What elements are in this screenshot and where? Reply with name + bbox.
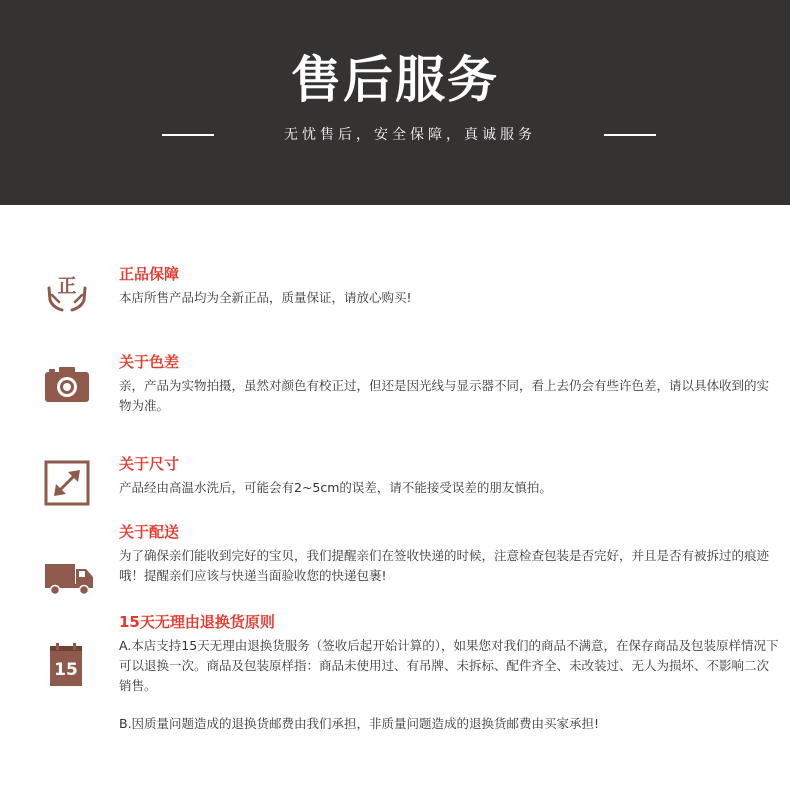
divider-left <box>162 134 214 136</box>
subtitle-row <box>0 124 790 146</box>
section-title: 关于色差 <box>119 353 180 371</box>
section-body <box>119 546 779 586</box>
page-subtitle: 无忧售后，安全保障，真诚服务 <box>284 127 536 143</box>
section-paragraph: B.因质量问题造成的退换货邮费由我们承担，非质量问题造成的退换货邮费由买家承担! <box>119 716 600 731</box>
camera-icon <box>44 362 90 408</box>
section-paragraph: 为了确保亲们能收到完好的宝贝，我们提醒亲们在签收快递的时候，注意检查包装是否完好，并且是否有被拆过的痕迹哦！提醒亲们应该与快递当面验收您的快递包裹! <box>119 548 770 583</box>
section-body <box>119 288 779 308</box>
section-title: 正品保障 <box>119 265 180 283</box>
section-title: 关于配送 <box>119 523 180 541</box>
section-title: 关于尺寸 <box>119 455 180 473</box>
section-title: 15天无理由退换货原则 <box>119 613 275 631</box>
section-body <box>119 478 779 498</box>
page-title: 售后服务 <box>291 51 499 109</box>
section-paragraph: A.本店支持15天无理由退换货服务（签收后起开始计算的），如果您对我们的商品不满意，在保存商品及包装原样情况下可以退换一次。商品及包装原样指：商品未使用过、有吊牌、未拆标、配件齐全、未改装过、无人为损坏、不影响二次销售。 <box>119 638 779 693</box>
section-body <box>119 376 779 416</box>
icon-15-text: 15 <box>54 660 78 680</box>
section-paragraph: 亲，产品为实物拍摄，虽然对颜色有校正过，但还是因光线与显示器不同，看上去仍会有些许色差，请以具体收到的实物为准。 <box>119 378 770 413</box>
divider-right <box>604 134 656 136</box>
section-paragraph: 本店所售产品均为全新正品，质量保证，请放心购买! <box>119 290 412 305</box>
section-body <box>119 636 779 734</box>
icon-zheng-text: 正 <box>57 275 77 297</box>
truck-icon <box>44 558 94 604</box>
hands-zheng-icon <box>44 268 90 314</box>
section-paragraph: 产品经由高温水洗后，可能会有2~5cm的误差，请不能接受误差的朋友慎拍。 <box>119 480 552 495</box>
resize-arrow-icon <box>44 460 90 506</box>
header-banner <box>0 0 790 205</box>
calendar-15-icon <box>49 642 83 688</box>
